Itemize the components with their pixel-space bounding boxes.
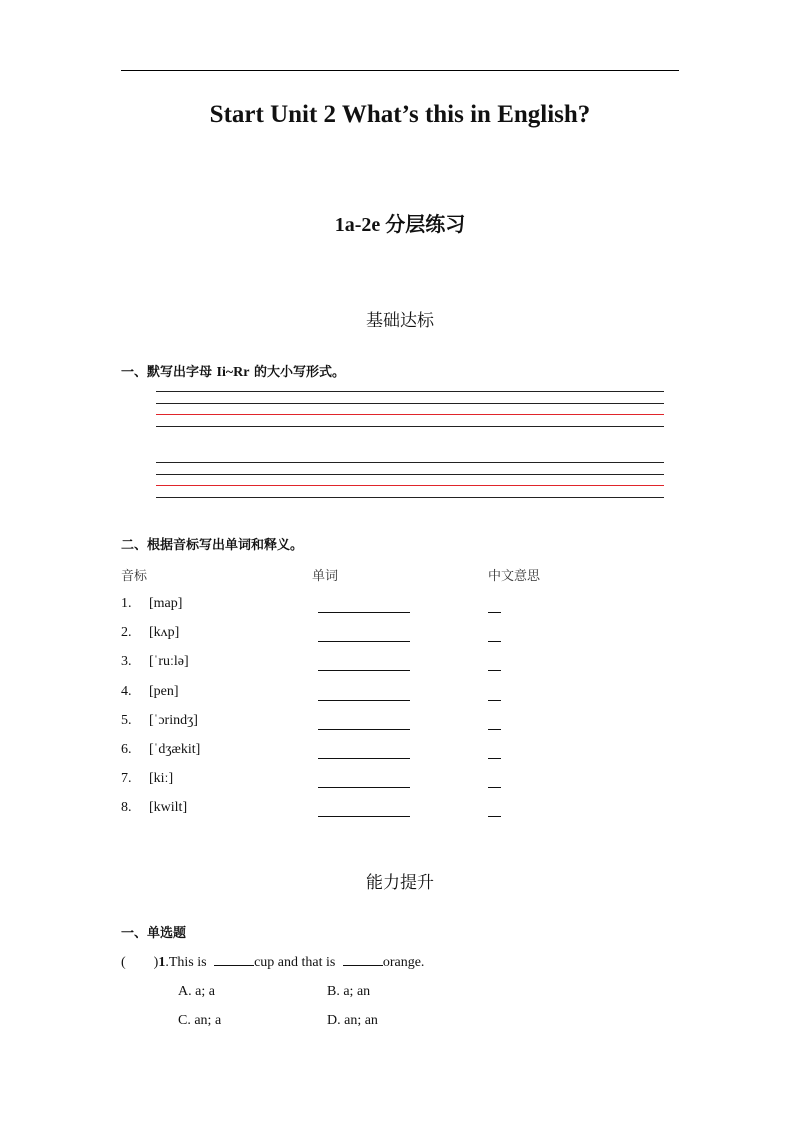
row-phonetic: [pen] bbox=[149, 683, 179, 699]
meaning-blank[interactable] bbox=[488, 816, 501, 817]
meaning-blank[interactable] bbox=[488, 700, 501, 701]
question-blank-1[interactable] bbox=[214, 954, 254, 966]
word-blank[interactable] bbox=[318, 758, 410, 759]
column-header-phonetic: 音标 bbox=[121, 569, 148, 584]
page-subtitle: 1a-2e 分层练习 bbox=[334, 214, 466, 236]
question-number: 1 bbox=[158, 955, 166, 970]
meaning-blank[interactable] bbox=[488, 758, 501, 759]
meaning-blank[interactable] bbox=[488, 612, 501, 613]
writing-line bbox=[156, 403, 664, 404]
answer-paren-open: ( bbox=[121, 955, 126, 970]
word-blank[interactable] bbox=[318, 816, 410, 817]
row-phonetic: [ˈruːlə] bbox=[149, 654, 189, 670]
word-blank[interactable] bbox=[318, 700, 410, 701]
section-title-basic: 基础达标 bbox=[366, 311, 434, 331]
row-phonetic: [ˈdʒækit] bbox=[149, 742, 201, 757]
word-blank[interactable] bbox=[318, 670, 410, 671]
part1-range: Ii~Rr bbox=[216, 365, 250, 380]
row-phonetic: [kwilt] bbox=[149, 800, 188, 816]
row-number: 5. bbox=[121, 712, 132, 728]
column-header-meaning: 中文意思 bbox=[488, 569, 541, 584]
meaning-blank[interactable] bbox=[488, 729, 501, 730]
option-a[interactable]: A. a; a bbox=[178, 984, 215, 999]
part1-suffix: 的大小写形式。 bbox=[249, 365, 346, 380]
page-title: Start Unit 2 What’s this in English? bbox=[209, 101, 591, 128]
writing-line bbox=[156, 497, 664, 498]
column-header-word: 单词 bbox=[312, 569, 339, 584]
word-blank[interactable] bbox=[318, 787, 410, 788]
mc-heading: 一、单选题 bbox=[121, 926, 187, 941]
row-phonetic: [kʌp] bbox=[149, 625, 180, 641]
word-blank[interactable] bbox=[318, 641, 410, 642]
answer-paren-close: ) bbox=[153, 955, 159, 970]
meaning-blank[interactable] bbox=[488, 641, 501, 642]
row-number: 6. bbox=[121, 742, 132, 757]
section-title-advanced: 能力提升 bbox=[366, 873, 434, 893]
row-number: 8. bbox=[121, 800, 132, 816]
part1-prefix: 一、默写出字母 bbox=[121, 365, 217, 380]
word-blank[interactable] bbox=[318, 729, 410, 730]
meaning-blank[interactable] bbox=[488, 787, 501, 788]
option-b[interactable]: B. a; an bbox=[327, 984, 371, 999]
row-number: 1. bbox=[121, 596, 132, 611]
row-number: 7. bbox=[121, 771, 132, 787]
question-blank-2[interactable] bbox=[343, 954, 383, 966]
row-phonetic: [ˈɔrindʒ] bbox=[149, 712, 198, 728]
writing-line bbox=[156, 426, 664, 427]
top-rule bbox=[121, 70, 679, 71]
row-phonetic: [map] bbox=[149, 596, 183, 611]
option-d[interactable]: D. an; an bbox=[327, 1013, 378, 1028]
question-1 bbox=[121, 954, 424, 971]
option-c[interactable]: C. an; a bbox=[178, 1013, 222, 1028]
part2-heading: 二、根据音标写出单词和释义。 bbox=[121, 538, 304, 553]
writing-line-red bbox=[156, 485, 664, 486]
writing-line bbox=[156, 391, 664, 392]
writing-line bbox=[156, 474, 664, 475]
row-number: 4. bbox=[121, 683, 132, 699]
word-blank[interactable] bbox=[318, 612, 410, 613]
question-text-b: cup and that is bbox=[254, 955, 339, 970]
row-number: 2. bbox=[121, 625, 132, 641]
part1-heading bbox=[121, 361, 345, 381]
question-text-c: orange. bbox=[382, 955, 425, 970]
row-number: 3. bbox=[121, 654, 132, 670]
row-phonetic: [kiː] bbox=[149, 771, 174, 787]
writing-line bbox=[156, 462, 664, 463]
meaning-blank[interactable] bbox=[488, 670, 501, 671]
writing-line-red bbox=[156, 414, 664, 415]
question-text-a: .This is bbox=[165, 955, 211, 970]
